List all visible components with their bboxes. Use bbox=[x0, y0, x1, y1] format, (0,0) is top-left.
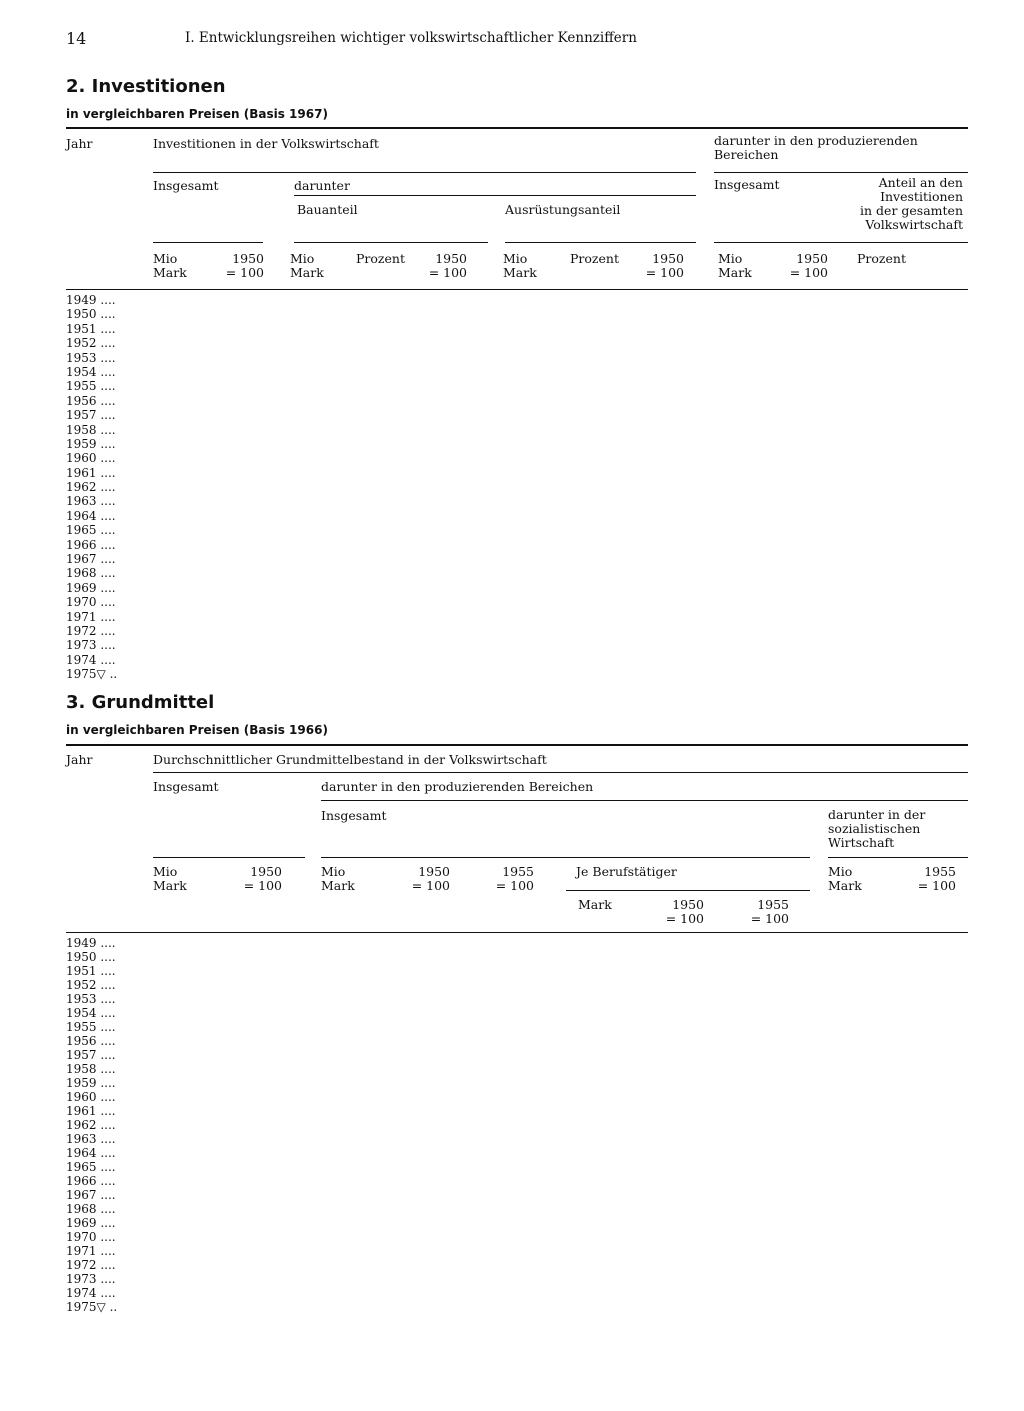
year-cell: 1958 .... bbox=[66, 1062, 116, 1076]
col-jahr-header: Jahr bbox=[66, 136, 93, 151]
year-cell: 1972 .... bbox=[66, 623, 116, 638]
unit-mio-mark: Mio Mark bbox=[828, 864, 862, 893]
unit-index-1950: 1950 = 100 bbox=[243, 864, 282, 893]
year-cell: 1949 .... bbox=[66, 293, 116, 307]
year-cell: 1973 .... bbox=[66, 638, 116, 653]
table-2-top-rule bbox=[66, 127, 968, 129]
year-cell: 1973 .... bbox=[66, 1272, 116, 1286]
year-cell: 1969 .... bbox=[66, 1216, 116, 1230]
insgesamt2-header: Insgesamt bbox=[714, 177, 780, 192]
unit-mio-mark: Mio Mark bbox=[321, 864, 355, 893]
unit-mio-mark: Mio Mark bbox=[718, 251, 752, 280]
year-cell: 1951 .... bbox=[66, 321, 116, 336]
unit-index-1950: 1950 = 100 bbox=[411, 864, 450, 893]
year-cell: 1964 .... bbox=[66, 508, 116, 523]
rule-3b bbox=[321, 800, 968, 801]
section-2-title: 2. Investitionen bbox=[66, 76, 226, 97]
year-cell: 1957 .... bbox=[66, 1048, 116, 1062]
year-cell: 1954 .... bbox=[66, 1006, 116, 1020]
rule-3c bbox=[153, 857, 305, 858]
table-3-header-rule bbox=[66, 932, 968, 933]
year-cell: 1963 .... bbox=[66, 494, 116, 509]
unit-index-1950: 1950 = 100 bbox=[428, 251, 467, 280]
unit-index-1955: 1955 = 100 bbox=[917, 864, 956, 893]
year-cell: 1966 .... bbox=[66, 537, 116, 552]
unit-index-1950: 1950 = 100 bbox=[789, 251, 828, 280]
year-cell: 1953 .... bbox=[66, 350, 116, 365]
produzierend-header: darunter in den produzierenden Bereichen bbox=[714, 133, 918, 162]
insgesamt-header: Insgesamt bbox=[153, 779, 219, 794]
year-cell: 1967 .... bbox=[66, 1188, 116, 1202]
je-berufstaetiger-header: Je Berufstätiger bbox=[576, 864, 677, 879]
section-3-title: 3. Grundmittel bbox=[66, 692, 215, 713]
col-jahr-header: Jahr bbox=[66, 752, 93, 767]
year-cell: 1971 .... bbox=[66, 609, 116, 624]
year-cell: 1961 .... bbox=[66, 1104, 116, 1118]
year-cell: 1956 .... bbox=[66, 1034, 116, 1048]
year-cell: 1954 .... bbox=[66, 364, 116, 379]
page-number: 14 bbox=[66, 29, 87, 48]
year-cell: 1955 .... bbox=[66, 379, 116, 394]
year-cell: 1974 .... bbox=[66, 652, 116, 667]
unit-prozent: Prozent bbox=[570, 251, 619, 266]
rule-2g bbox=[714, 242, 968, 243]
durchschnitt-header: Durchschnittlicher Grundmittelbestand in der Volkswirtschaft bbox=[153, 752, 547, 767]
unit-mio-mark: Mio Mark bbox=[503, 251, 537, 280]
unit-index-1950: 1950 = 100 bbox=[645, 251, 684, 280]
year-cell: 1952 .... bbox=[66, 336, 116, 351]
unit-mio-mark: Mio Mark bbox=[153, 251, 187, 280]
year-cell: 1960 .... bbox=[66, 451, 116, 466]
year-cell: 1965 .... bbox=[66, 523, 116, 538]
year-cell: 1959 .... bbox=[66, 1076, 116, 1090]
rule-2e bbox=[294, 242, 488, 243]
year-cell: 1962 .... bbox=[66, 480, 116, 495]
year-cell: 1965 .... bbox=[66, 1160, 116, 1174]
section-2-subtitle: in vergleichbaren Preisen (Basis 1967) bbox=[66, 107, 328, 121]
year-cell: 1963 .... bbox=[66, 1132, 116, 1146]
year-cell: 1970 .... bbox=[66, 595, 116, 610]
year-cell: 1961 .... bbox=[66, 465, 116, 480]
ausruestungsanteil-header: Ausrüstungsanteil bbox=[505, 202, 621, 217]
year-cell: 1951 .... bbox=[66, 964, 116, 978]
year-cell: 1972 .... bbox=[66, 1258, 116, 1272]
rule-3d bbox=[321, 857, 810, 858]
year-cell: 1950 .... bbox=[66, 950, 116, 964]
year-cell: 1975▽ .. bbox=[66, 667, 118, 682]
year-cell: 1968 .... bbox=[66, 566, 116, 581]
year-cell: 1957 .... bbox=[66, 408, 116, 423]
unit-index-1950: 1950 = 100 bbox=[665, 897, 704, 926]
rule-3e bbox=[828, 857, 968, 858]
insgesamt2-header: Insgesamt bbox=[321, 808, 387, 823]
produzierend-header: darunter in den produzierenden Bereichen bbox=[321, 779, 594, 794]
rule-2a bbox=[153, 172, 696, 173]
year-cell: 1970 .... bbox=[66, 1230, 116, 1244]
year-cell: 1956 .... bbox=[66, 393, 116, 408]
year-cell: 1952 .... bbox=[66, 978, 116, 992]
rule-2f bbox=[505, 242, 696, 243]
unit-prozent: Prozent bbox=[356, 251, 405, 266]
table-3-top-rule bbox=[66, 744, 968, 746]
running-title: I. Entwicklungsreihen wichtiger volkswirtschaftlicher Kennziffern bbox=[185, 30, 637, 46]
table-2-header-rule bbox=[66, 289, 968, 290]
year-cell: 1974 .... bbox=[66, 1286, 116, 1300]
year-cell: 1955 .... bbox=[66, 1020, 116, 1034]
unit-index-1955: 1955 = 100 bbox=[495, 864, 534, 893]
year-cell: 1964 .... bbox=[66, 1146, 116, 1160]
year-cell: 1950 .... bbox=[66, 307, 116, 322]
volkswirtschaft-header: Investitionen in der Volkswirtschaft bbox=[153, 136, 379, 151]
year-cell: 1969 .... bbox=[66, 580, 116, 595]
anteil-header: Anteil an den Investitionen in der gesamten Volkswirtschaft bbox=[860, 175, 963, 232]
section-3-subtitle: in vergleichbaren Preisen (Basis 1966) bbox=[66, 723, 328, 737]
year-cell: 1962 .... bbox=[66, 1118, 116, 1132]
year-cell: 1949 .... bbox=[66, 936, 116, 950]
year-cell: 1968 .... bbox=[66, 1202, 116, 1216]
year-cell: 1959 .... bbox=[66, 436, 116, 451]
year-cell: 1966 .... bbox=[66, 1174, 116, 1188]
rule-3a bbox=[153, 772, 968, 773]
year-cell: 1953 .... bbox=[66, 992, 116, 1006]
year-cell: 1967 .... bbox=[66, 552, 116, 567]
unit-mark: Mark bbox=[578, 897, 612, 912]
year-cell: 1975▽ .. bbox=[66, 1300, 118, 1314]
unit-mio-mark: Mio Mark bbox=[153, 864, 187, 893]
insgesamt-header: Insgesamt bbox=[153, 178, 219, 193]
year-cell: 1960 .... bbox=[66, 1090, 116, 1104]
darunter-header: darunter bbox=[294, 178, 350, 193]
rule-2b bbox=[714, 172, 968, 173]
unit-index-1955: 1955 = 100 bbox=[750, 897, 789, 926]
unit-mio-mark: Mio Mark bbox=[290, 251, 324, 280]
rule-3f bbox=[566, 890, 810, 891]
year-cell: 1971 .... bbox=[66, 1244, 116, 1258]
unit-index-1950: 1950 = 100 bbox=[225, 251, 264, 280]
rule-2d bbox=[153, 242, 263, 243]
rule-2c bbox=[294, 195, 696, 196]
sozialistisch-header: darunter in der sozialistischen Wirtschaft bbox=[828, 807, 926, 850]
bauanteil-header: Bauanteil bbox=[297, 202, 358, 217]
unit-prozent: Prozent bbox=[857, 251, 906, 266]
year-cell: 1958 .... bbox=[66, 422, 116, 437]
